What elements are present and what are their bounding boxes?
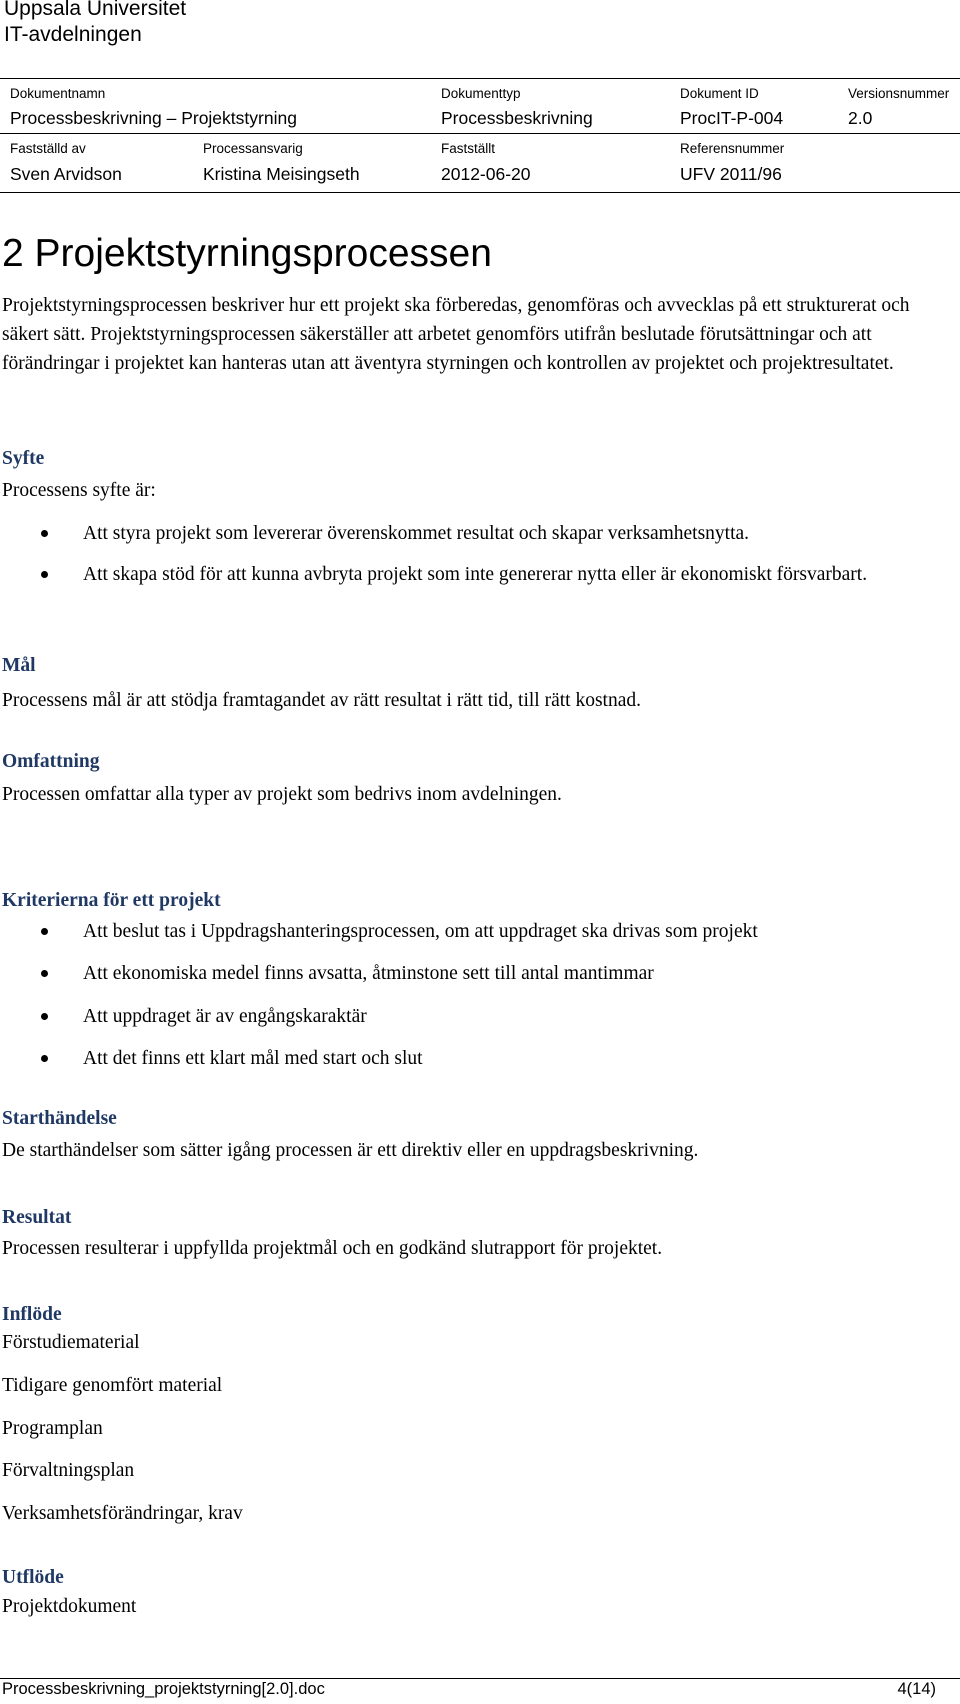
meta-label-version: Versionsnummer [848, 86, 950, 101]
list-item-text: Att uppdraget är av engångskaraktär [83, 1006, 367, 1027]
metadata-top-rule [0, 78, 960, 79]
section-heading-starthandelse: Starthändelse [2, 1108, 117, 1129]
mal-text: Processens mål är att stödja framtagandet av rätt resultat i rätt tid, till rätt kostnad. [2, 690, 641, 711]
bullet-icon [41, 928, 48, 935]
meta-label-docname: Dokumentnamn [10, 86, 106, 101]
starthandelse-text: De starthändelser som sätter igång processen är ett direktiv eller en uppdragsbeskrivning. [2, 1140, 699, 1161]
page-title: 2 Projektstyrningsprocessen [2, 232, 492, 275]
section-heading-mal: Mål [2, 655, 36, 676]
list-item-text: Att skapa stöd för att kunna avbryta projekt som inte genererar nytta eller är ekonomiskt försvarbart. [83, 564, 868, 585]
meta-value-docid: ProcIT-P-004 [680, 108, 784, 128]
section-heading-omfattning: Omfattning [2, 751, 100, 772]
section-heading-syfte: Syfte [2, 448, 45, 469]
inflode-item: Verksamhetsförändringar, krav [2, 1503, 243, 1524]
metadata-bottom-rule [0, 192, 960, 193]
list-item-text: Att beslut tas i Uppdragshanteringsprocessen, om att uppdraget ska drivas som projekt [83, 921, 758, 942]
inflode-item: Förstudiematerial [2, 1332, 140, 1353]
meta-value-process-owner: Kristina Meisingseth [203, 164, 360, 184]
meta-value-approved-date: 2012-06-20 [441, 164, 531, 184]
section-heading-inflode: Inflöde [2, 1304, 62, 1325]
section-heading-utflode: Utflöde [2, 1567, 64, 1588]
syfte-lead: Processens syfte är: [2, 480, 156, 501]
list-item-text: Att styra projekt som levererar överenskommet resultat och skapar verksamhetsnytta. [83, 523, 750, 544]
bullet-icon [41, 1013, 48, 1020]
bullet-icon [41, 970, 48, 977]
meta-value-docname: Processbeskrivning – Projektstyrning [10, 108, 297, 128]
footer-rule [0, 1678, 960, 1679]
bullet-icon [41, 1055, 48, 1062]
meta-label-doctype: Dokumenttyp [441, 86, 521, 101]
meta-label-approved-date: Fastställt [441, 141, 496, 156]
inflode-item: Förvaltningsplan [2, 1460, 135, 1481]
list-item-text: Att ekonomiska medel finns avsatta, åtminstone sett till antal mantimmar [83, 963, 654, 984]
list-item-text: Att det finns ett klart mål med start och slut [83, 1048, 423, 1069]
section-heading-resultat: Resultat [2, 1207, 72, 1228]
meta-label-process-owner: Processansvarig [203, 141, 303, 156]
intro-paragraph: Projektstyrningsprocessen beskriver hur ett projekt ska förberedas, genomföras och avvecklas på ett strukturerat och säkert sätt. Projektstyrningsprocessen säkerställer att arbetet genomförs utifrån beslutade förutsättningar och att förändringar i projektet kan hanteras utan att äventyra styrningen och kontrollen av projektet och projektresultatet. [2, 295, 910, 374]
bullet-icon [41, 530, 48, 537]
metadata-mid-rule [0, 133, 960, 134]
meta-value-doctype: Processbeskrivning [441, 108, 593, 128]
dept-name: IT-avdelningen [4, 23, 142, 46]
meta-value-version: 2.0 [848, 108, 873, 128]
inflode-item: Programplan [2, 1418, 103, 1439]
bullet-icon [41, 571, 48, 578]
meta-label-docid: Dokument ID [680, 86, 759, 101]
utflode-item: Projektdokument [2, 1596, 137, 1617]
meta-label-approved-by: Fastställd av [10, 141, 86, 156]
org-name: Uppsala Universitet [4, 0, 187, 20]
footer-filename: Processbeskrivning_projektstyrning[2.0].doc [2, 1680, 325, 1698]
resultat-text: Processen resulterar i uppfyllda projektmål och en godkänd slutrapport för projektet. [2, 1238, 663, 1259]
document-header-org [4, 0, 186, 48]
meta-label-reference: Referensnummer [680, 141, 785, 156]
meta-value-approved-by: Sven Arvidson [10, 164, 122, 184]
omfattning-text: Processen omfattar alla typer av projekt som bedrivs inom avdelningen. [2, 784, 562, 805]
section-heading-kriterier: Kriterierna för ett projekt [2, 890, 221, 911]
inflode-item: Tidigare genomfört material [2, 1375, 223, 1396]
meta-value-reference: UFV 2011/96 [680, 164, 782, 184]
footer-page-number: 4(14) [897, 1680, 936, 1698]
